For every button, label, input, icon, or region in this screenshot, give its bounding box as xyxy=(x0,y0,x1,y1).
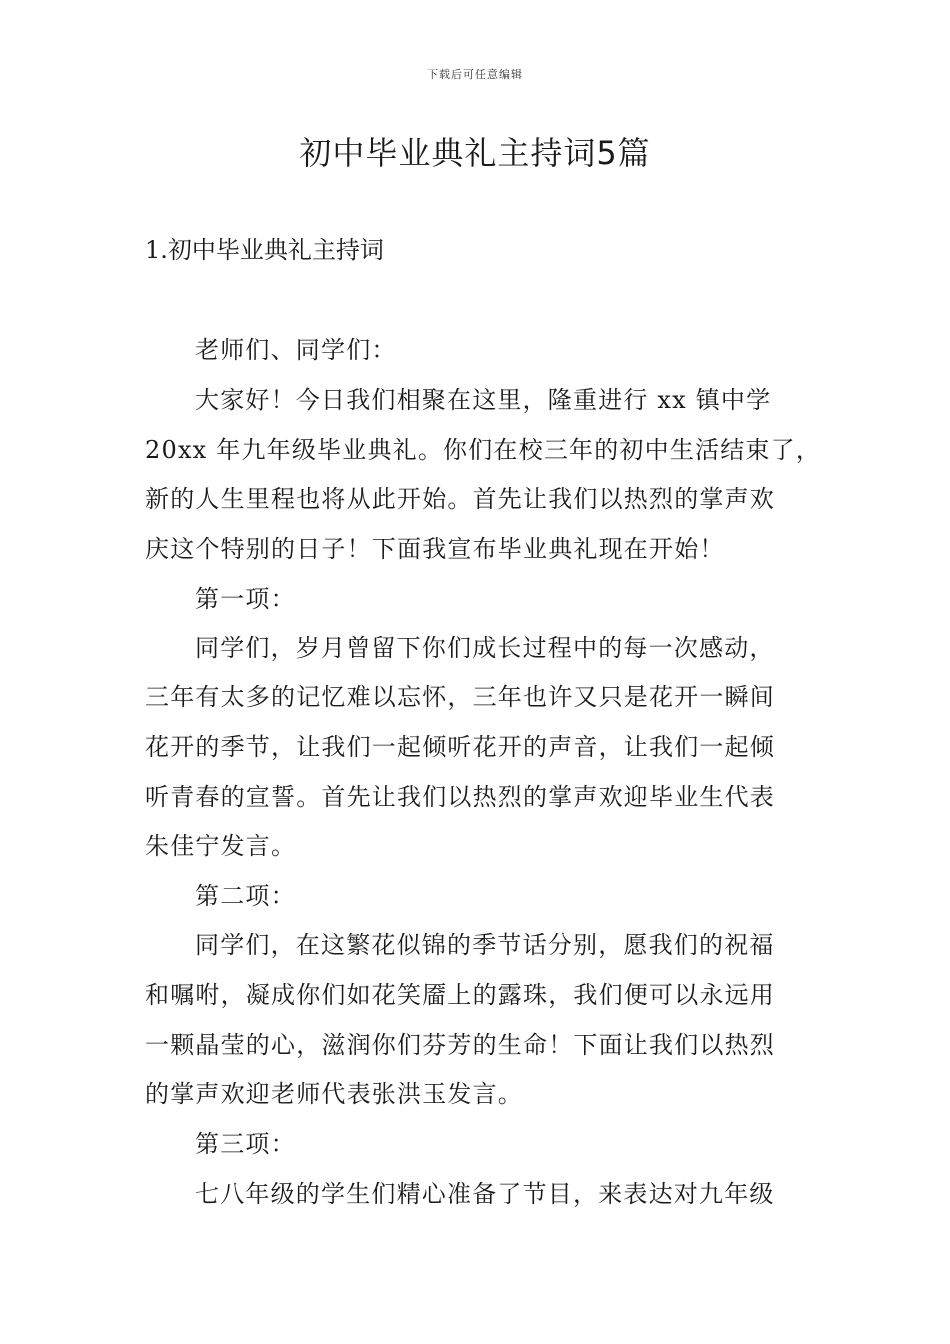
document-title: 初中毕业典礼主持词5篇 xyxy=(299,134,651,172)
paragraph-line: 20xx 年九年级毕业典礼。你们在校三年的初中生活结束了， xyxy=(145,436,822,464)
paragraph-line: 三年有太多的记忆难以忘怀，三年也许又只是花开一瞬间 xyxy=(145,683,775,711)
paragraph-line: 朱佳宁发言。 xyxy=(145,832,297,860)
header-note: 下载后可任意编辑 xyxy=(427,68,523,81)
paragraph-line: 和嘱咐，凝成你们如花笑靥上的露珠，我们便可以永远用 xyxy=(145,981,775,1009)
paragraph-line: 七八年级的学生们精心准备了节目，来表达对九年级 xyxy=(195,1180,775,1208)
section-heading: 1.初中毕业典礼主持词 xyxy=(145,236,384,264)
paragraph-line: 同学们，在这繁花似锦的季节话分别，愿我们的祝福 xyxy=(195,931,775,959)
paragraph-line: 听青春的宣誓。首先让我们以热烈的掌声欢迎毕业生代表 xyxy=(145,783,775,811)
paragraph-line: 老师们、同学们： xyxy=(195,336,397,364)
paragraph-line: 新的人生里程也将从此开始。首先让我们以热烈的掌声欢 xyxy=(145,485,775,513)
paragraph-line: 花开的季节，让我们一起倾听花开的声音，让我们一起倾 xyxy=(145,733,775,761)
paragraph-line: 第一项： xyxy=(195,585,296,613)
paragraph-line: 第三项： xyxy=(195,1130,296,1158)
paragraph-line: 的掌声欢迎老师代表张洪玉发言。 xyxy=(145,1080,523,1108)
paragraph-line: 庆这个特别的日子！下面我宣布毕业典礼现在开始！ xyxy=(145,535,725,563)
paragraph-line: 大家好！今日我们相聚在这里，隆重进行 xx 镇中学 xyxy=(195,386,772,414)
paragraph-line: 一颗晶莹的心，滋润你们芬芳的生命！下面让我们以热烈 xyxy=(145,1031,775,1059)
paragraph-line: 第二项： xyxy=(195,882,296,910)
paragraph-line: 同学们，岁月曾留下你们成长过程中的每一次感动， xyxy=(195,634,775,662)
